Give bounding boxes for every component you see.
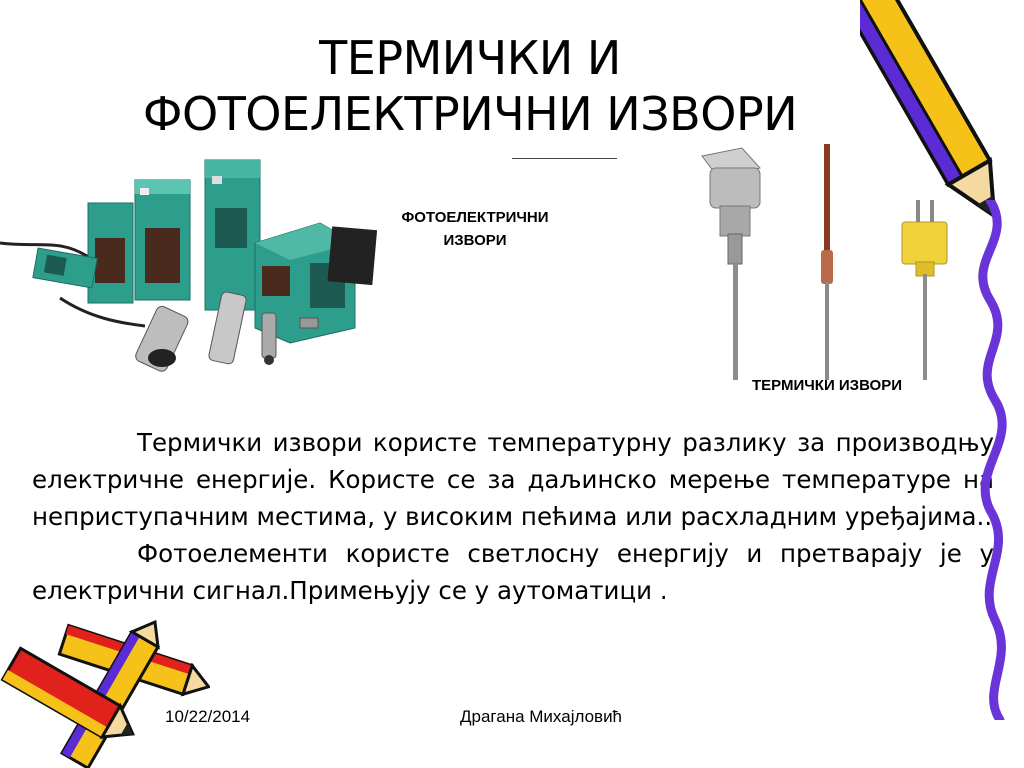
paragraph-photo: Фотоелементи користе светлосну енергију и претварају је у електрични сигнал.Примењују се у аутоматици . <box>32 539 994 605</box>
footer-author: Драгана Михајловић <box>460 707 623 726</box>
pencil-icon <box>0 620 210 768</box>
title-line-2: ФОТОЕЛЕКТРИЧНИ ИЗВОРИ <box>142 87 798 141</box>
footer-date: 10/22/2014 <box>165 707 251 726</box>
body-text <box>32 424 994 609</box>
slide-title <box>60 30 880 142</box>
photo-sensors-image <box>0 148 380 373</box>
paragraph-thermal: Термички извори користе температурну разлику за производњу електричне енергије. Користе се за даљинско мерење температуре на неприступачним местима, у високим пећима или расхладним уређајима.. <box>32 428 994 531</box>
photo-caption-line-1: ФОТОЕЛЕКТРИЧНИ <box>401 209 549 226</box>
thermo-caption: ТЕРМИЧКИ ИЗВОРИ <box>752 377 902 394</box>
squiggle-decoration <box>960 200 1024 720</box>
photo-caption-line-2: ИЗВОРИ <box>443 232 507 249</box>
photo-sensors-caption <box>370 206 580 252</box>
title-line-1: ТЕРМИЧКИ И <box>319 31 621 85</box>
title-underline <box>512 158 617 159</box>
